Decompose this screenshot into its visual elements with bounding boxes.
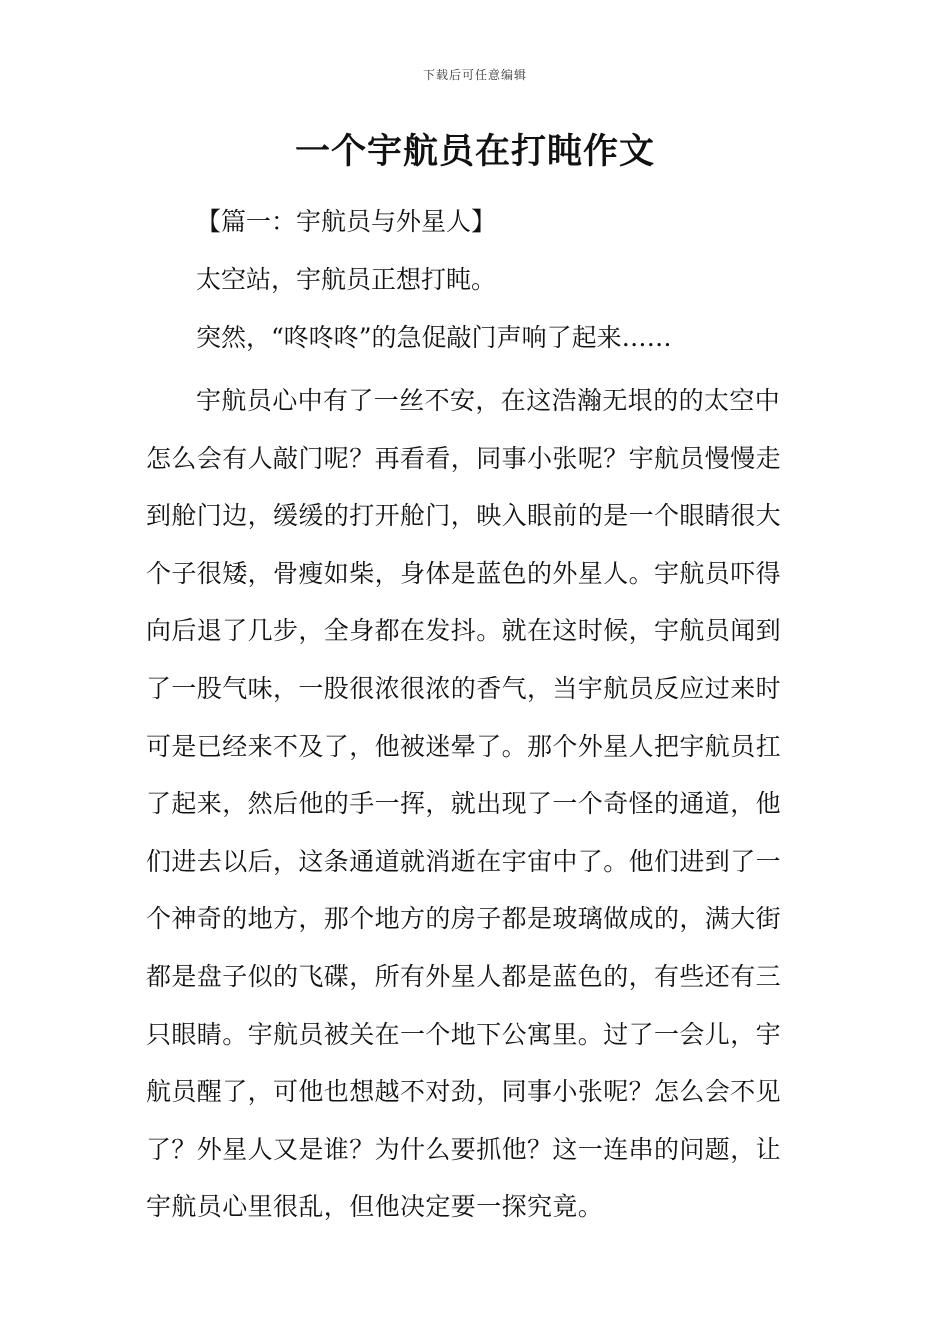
body-line: 个神奇的地方，那个地方的房子都是玻璃做成的，满大街 <box>146 904 782 934</box>
body-line: 到舱门边，缓缓的打开舱门，映入眼前的是一个眼睛很大 <box>146 501 782 531</box>
body-line: 了？外星人又是谁？为什么要抓他？这一连串的问题，让 <box>146 1134 782 1164</box>
body-paragraph <box>146 372 806 1236</box>
paragraph-2: 突然，“咚咚咚”的急促敲门声响了起来…… <box>196 323 672 352</box>
body-line: 了起来，然后他的手一挥，就出现了一个奇怪的通道，他 <box>146 789 782 819</box>
body-line: 了一股气味，一股很浓很浓的香气，当宇航员反应过来时 <box>146 673 782 703</box>
header-note: 下载后可任意编辑 <box>422 68 527 82</box>
body-line: 都是盘子似的飞碟，所有外星人都是蓝色的，有些还有三 <box>146 961 782 991</box>
document-title: 一个宇航员在打盹作文 <box>294 132 655 172</box>
body-line: 航员醒了，可他也想越不对劲，同事小张呢？怎么会不见 <box>146 1077 782 1107</box>
body-line: 可是已经来不及了，他被迷晕了。那个外星人把宇航员扛 <box>146 731 782 761</box>
body-line: 宇航员心中有了一丝不安，在这浩瀚无垠的的太空中 <box>196 386 781 415</box>
body-line: 向后退了几步，全身都在发抖。就在这时候，宇航员闻到 <box>146 616 782 646</box>
body-line: 只眼睛。宇航员被关在一个地下公寓里。过了一会儿，宇 <box>146 1019 782 1049</box>
body-line: 个子很矮，骨瘦如柴，身体是蓝色的外星人。宇航员吓得 <box>146 558 782 588</box>
paragraph-1: 太空站，宇航员正想打盹。 <box>196 265 497 294</box>
section-heading: 【篇一：宇航员与外星人】 <box>196 207 497 236</box>
body-line: 们进去以后，这条通道就消逝在宇宙中了。他们进到了一 <box>146 846 782 876</box>
body-line: 宇航员心里很乱，但他决定要一探究竟。 <box>146 1192 604 1222</box>
body-line: 怎么会有人敲门呢？再看看，同事小张呢？宇航员慢慢走 <box>146 443 782 473</box>
